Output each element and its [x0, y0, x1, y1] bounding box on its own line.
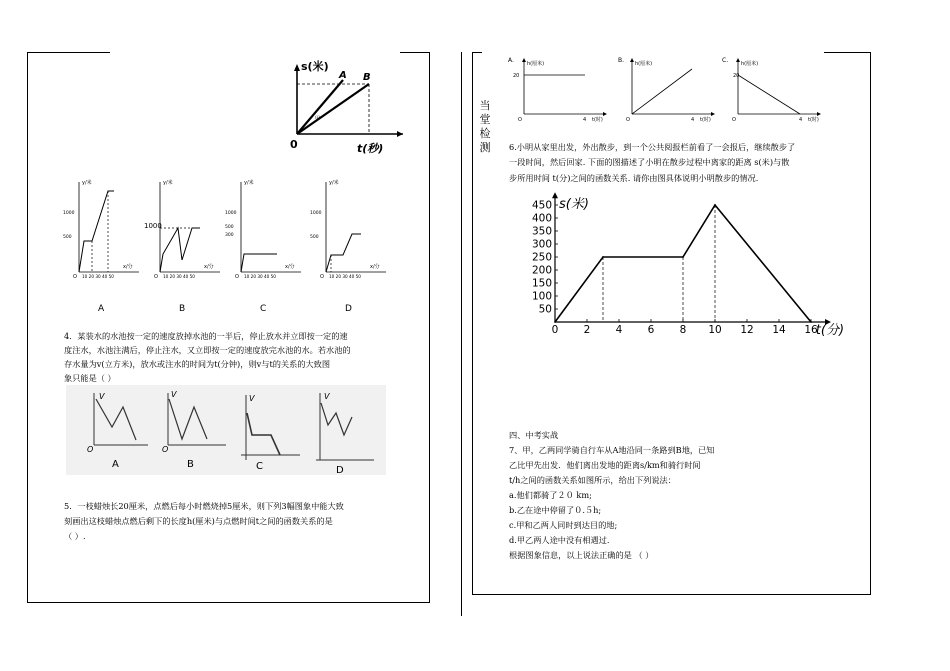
- q3-x-axis-label: x/分: [204, 264, 214, 270]
- q3-x-axis-label: x/分: [370, 264, 380, 270]
- q3-y-axis-label: y/米: [163, 180, 173, 186]
- q5-line-1: 刻画出这枝蜡烛点燃后剩下的长度h(厘米)与点燃时间t之间的函数关系的是: [64, 516, 333, 526]
- svg-text:O: O: [626, 117, 630, 123]
- y-tick-label: 250: [531, 251, 552, 264]
- x-tick-label: 2: [583, 324, 591, 336]
- q4-line-3: 象只能是（ ）: [64, 373, 116, 383]
- y-tick-label: 450: [531, 199, 552, 212]
- q7-line-7: 根据图象信息，以上说法正确的是 （ ）: [509, 550, 654, 560]
- y-tick-label: 50: [538, 303, 552, 316]
- q3-y-tick: 500: [63, 235, 72, 240]
- q3-graph-a: [63, 176, 145, 316]
- q4-line-2: 存水量为v(立方米)，放水或注水的时间为t(分钟)，则v与t的关系的大致图: [64, 359, 331, 369]
- candle-graph-a: [508, 57, 607, 123]
- candle-graph-c: [722, 57, 821, 123]
- y-tick-label: 200: [531, 264, 552, 277]
- q3-y-tick: 1000: [225, 211, 237, 216]
- svg-text:C.: C.: [722, 57, 729, 64]
- svg-text:O: O: [518, 117, 522, 123]
- x-tick-label: 14: [772, 324, 786, 336]
- y-tick-label: 350: [531, 225, 552, 238]
- q3-curve: [326, 234, 361, 272]
- x-tick-label: 12: [740, 324, 754, 336]
- q3-origin: O: [154, 274, 158, 280]
- q3-graph-c: [225, 176, 307, 316]
- svg-text:A: A: [339, 70, 347, 81]
- svg-text:h(厘米): h(厘米): [527, 61, 545, 67]
- x-tick-label: 16: [804, 324, 818, 336]
- distance-point: [554, 321, 556, 323]
- q7-heading: 四、中考实战: [509, 430, 559, 440]
- q5-line-2: （ ）.: [64, 531, 86, 541]
- svg-text:A.: A.: [508, 57, 514, 64]
- q7-line-0: 7、甲，乙两同学骑自行车从A地沿同一条路到B地，已知: [509, 445, 715, 455]
- svg-text:4: 4: [691, 117, 695, 123]
- q7-line-4: b.乙在途中停留了０.５h;: [509, 505, 602, 515]
- q3-origin: O: [320, 274, 324, 280]
- q3-origin: O: [235, 274, 239, 280]
- q3-x-axis-label: x/分: [123, 264, 133, 270]
- y-tick-label: 100: [531, 290, 552, 303]
- q3-y-axis-label: y/米: [244, 180, 254, 186]
- distance-point: [810, 321, 812, 323]
- y-tick-label: 150: [531, 277, 552, 290]
- svg-text:O: O: [87, 445, 94, 454]
- q3-caption: D: [345, 304, 352, 314]
- q5-line-0: 5．一枝蜡烛长20厘米，点燃后每小时燃烧掉5厘米，则下列3幅图象中能大致: [64, 501, 344, 511]
- top-st-graph: [285, 58, 405, 158]
- q3-y-axis-label: y/米: [329, 180, 339, 186]
- q3-origin: O: [73, 274, 77, 280]
- q7-line-1: 乙比甲先出发．他们离出发地的距离s/km和骑行时间: [509, 460, 701, 470]
- svg-text:甲: 甲: [315, 116, 321, 122]
- q3-y-tick: 1000: [144, 222, 162, 230]
- q7-line-2: t/h之间的函数关系如图所示，给出下列说法：: [509, 475, 676, 485]
- q3-graph-b: [144, 176, 226, 316]
- x-tick-label: 8: [679, 324, 687, 336]
- y-axis-title: s(米): [559, 197, 589, 212]
- svg-text:t(时): t(时): [808, 117, 819, 123]
- q4-graphs: [66, 385, 386, 475]
- svg-text:B.: B.: [618, 57, 625, 64]
- side-title: 当 堂 检 测: [479, 99, 491, 154]
- x-tick-label: 4: [615, 324, 623, 336]
- q3-y-tick: 300: [225, 233, 234, 238]
- svg-text:O: O: [162, 445, 169, 454]
- y-tick-label: 300: [531, 238, 552, 251]
- q6-line-2: 步所用时间 t(分)之间的函数关系. 请你由图具体说明小明散步的情况.: [509, 173, 759, 183]
- svg-text:t(秒): t(秒): [357, 142, 384, 155]
- svg-text:B: B: [363, 72, 371, 83]
- q3-x-ticks: 10 20 30 40 50: [163, 274, 195, 279]
- svg-text:t(时): t(时): [700, 117, 711, 123]
- q3-curve: [79, 191, 114, 272]
- x-tick-label: 10: [708, 324, 722, 336]
- q3-y-tick: 1000: [63, 211, 75, 216]
- x-tick-label: 6: [647, 324, 655, 336]
- q4-line-1: 度注水，水池注满后，停止注水，又立即按一定的速度放完水池的水。若水池的: [64, 345, 351, 355]
- q3-caption: C: [260, 304, 267, 314]
- q3-x-ticks: 10 20 30 40 50: [82, 274, 114, 279]
- svg-text:20: 20: [513, 73, 520, 79]
- svg-text:t(时): t(时): [592, 117, 603, 123]
- svg-text:V: V: [324, 392, 330, 401]
- svg-text:A: A: [112, 459, 119, 470]
- q3-y-tick: 500: [310, 235, 319, 240]
- q7-line-3: a.他们都骑了２０ km;: [509, 490, 592, 500]
- q3-y-tick: 500: [225, 225, 234, 230]
- center-divider: [461, 52, 462, 616]
- q6-line-1: 一段时间，然后回家. 下面的图描述了小明在散步过程中离家的距离 s(米)与散: [509, 157, 790, 167]
- candle-graphs: [505, 54, 835, 126]
- x-axis-title: t(分): [815, 323, 845, 338]
- svg-text:0: 0: [290, 138, 298, 151]
- svg-text:B: B: [187, 459, 194, 470]
- svg-text:h(厘米): h(厘米): [741, 61, 759, 67]
- q3-caption: A: [98, 304, 105, 314]
- svg-text:C: C: [256, 461, 263, 472]
- svg-text:O: O: [732, 117, 736, 123]
- q7-line-5: c.甲和乙两人同时到达目的地;: [509, 520, 618, 530]
- x-tick-label: 0: [551, 324, 559, 336]
- svg-text:V: V: [99, 392, 105, 401]
- svg-text:20: 20: [733, 73, 740, 79]
- q4-line-0: 4．某装水的水池按一定的速度放掉水池的一半后，停止放水并立即按一定的速: [64, 331, 348, 341]
- svg-text:V: V: [171, 390, 177, 399]
- walk-distance-chart: [520, 192, 845, 342]
- q3-y-tick: 1000: [310, 211, 322, 216]
- svg-text:4: 4: [799, 117, 803, 123]
- q3-y-axis-label: y/米: [82, 180, 92, 186]
- s-axis-label: s(米): [301, 60, 329, 73]
- candle-graph-b: [618, 57, 715, 123]
- svg-text:h(厘米): h(厘米): [635, 61, 653, 67]
- svg-text:4: 4: [583, 117, 587, 123]
- svg-text:D: D: [336, 465, 344, 476]
- q7-line-6: d.甲乙两人途中没有相遇过.: [509, 535, 610, 545]
- q3-x-axis-label: x/分: [285, 264, 295, 270]
- q3-x-ticks: 10 20 30 40 50: [329, 274, 361, 279]
- q3-x-ticks: 10 20 30 40 50: [244, 274, 276, 279]
- q6-line-0: 6.小明从家里出发，外出散步，到一个公共阅报栏前看了一会报后，继续散步了: [509, 142, 796, 152]
- svg-text:V: V: [249, 394, 255, 403]
- q3-curve: [241, 254, 277, 272]
- y-axis-arrow: [552, 192, 558, 198]
- q3-caption: B: [179, 304, 186, 314]
- q3-graph-d: [310, 176, 392, 316]
- q3-curve: [160, 228, 200, 272]
- y-tick-label: 400: [531, 212, 552, 225]
